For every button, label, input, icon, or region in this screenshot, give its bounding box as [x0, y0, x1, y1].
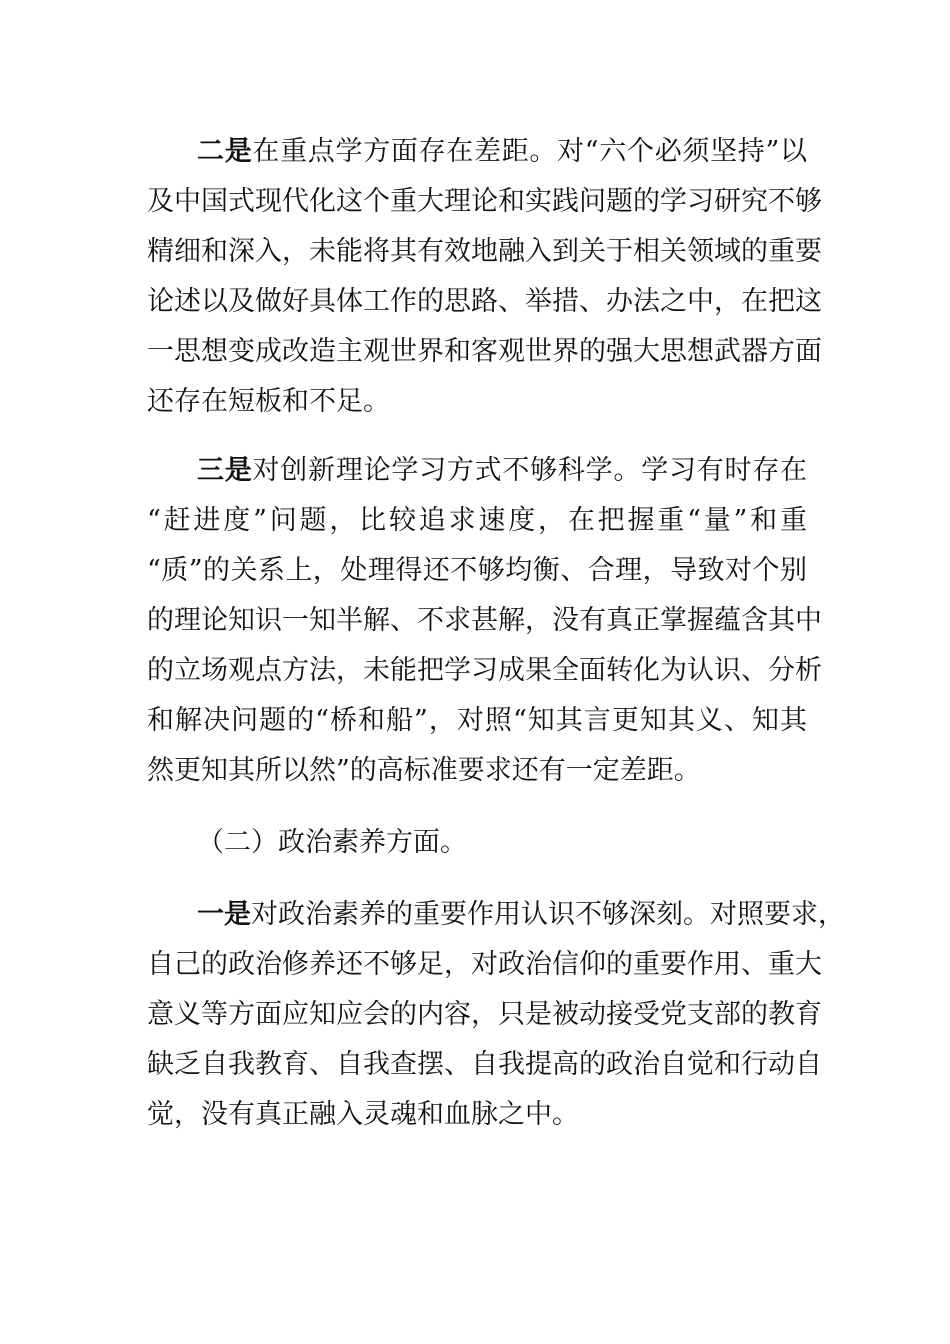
paragraph-2-line-1: 三是对创新理论学习方式不够科学。学习有时存在 [197, 455, 808, 486]
paragraph-3-line-1: 一是对政治素养的重要作用认识不够深刻。对照要求， [197, 899, 845, 930]
paragraph-1-line-1: 二是在重点学方面存在差距。对“六个必须坚持”以 [197, 136, 808, 167]
paragraph-2-line-4: 的理论知识一知半解、不求甚解，没有真正掌握蕴含其中 [147, 605, 822, 636]
paragraph-1-line-3: 精细和深入，未能将其有效地融入到关于相关领域的重要 [147, 236, 822, 267]
paragraph-2-line-3: “质”的关系上，处理得还不够均衡、合理，导致对个别 [147, 555, 807, 586]
paragraph-3-line-3: 意义等方面应知应会的内容，只是被动接受党支部的教育 [147, 999, 822, 1030]
paragraph-1-line-5: 一思想变成改造主观世界和客观世界的强大思想武器方面 [147, 336, 822, 367]
paragraph-2-line-7: 然更知其所以然”的高标准要求还有一定差距。 [147, 755, 701, 786]
paragraph-2-line-2: “赶进度”问题，比较追求速度，在把握重“量”和重 [147, 505, 807, 536]
paragraph-3-line-5: 觉，没有真正融入灵魂和血脉之中。 [147, 1099, 579, 1130]
paragraph-3-lead: 一是 [197, 899, 251, 930]
paragraph-2-line-6: 和解决问题的“桥和船”，对照“知其言更知其义、知其 [147, 705, 807, 736]
section-heading: （二）政治素养方面。 [197, 827, 467, 858]
paragraph-2-line-5: 的立场观点方法，未能把学习成果全面转化为认识、分析 [147, 655, 822, 686]
paragraph-1-line-2: 及中国式现代化这个重大理论和实践问题的学习研究不够 [147, 186, 822, 217]
paragraph-1-line-4: 论述以及做好具体工作的思路、举措、办法之中，在把这 [147, 286, 822, 317]
paragraph-3-line-4: 缺乏自我教育、自我查摆、自我提高的政治自觉和行动自 [147, 1049, 822, 1080]
paragraph-2-lead: 三是 [197, 455, 253, 486]
paragraph-1-lead: 二是 [197, 136, 253, 167]
paragraph-1-line-6: 还存在短板和不足。 [147, 386, 390, 417]
paragraph-3-line-2: 自己的政治修养还不够足，对政治信仰的重要作用、重大 [147, 949, 822, 980]
